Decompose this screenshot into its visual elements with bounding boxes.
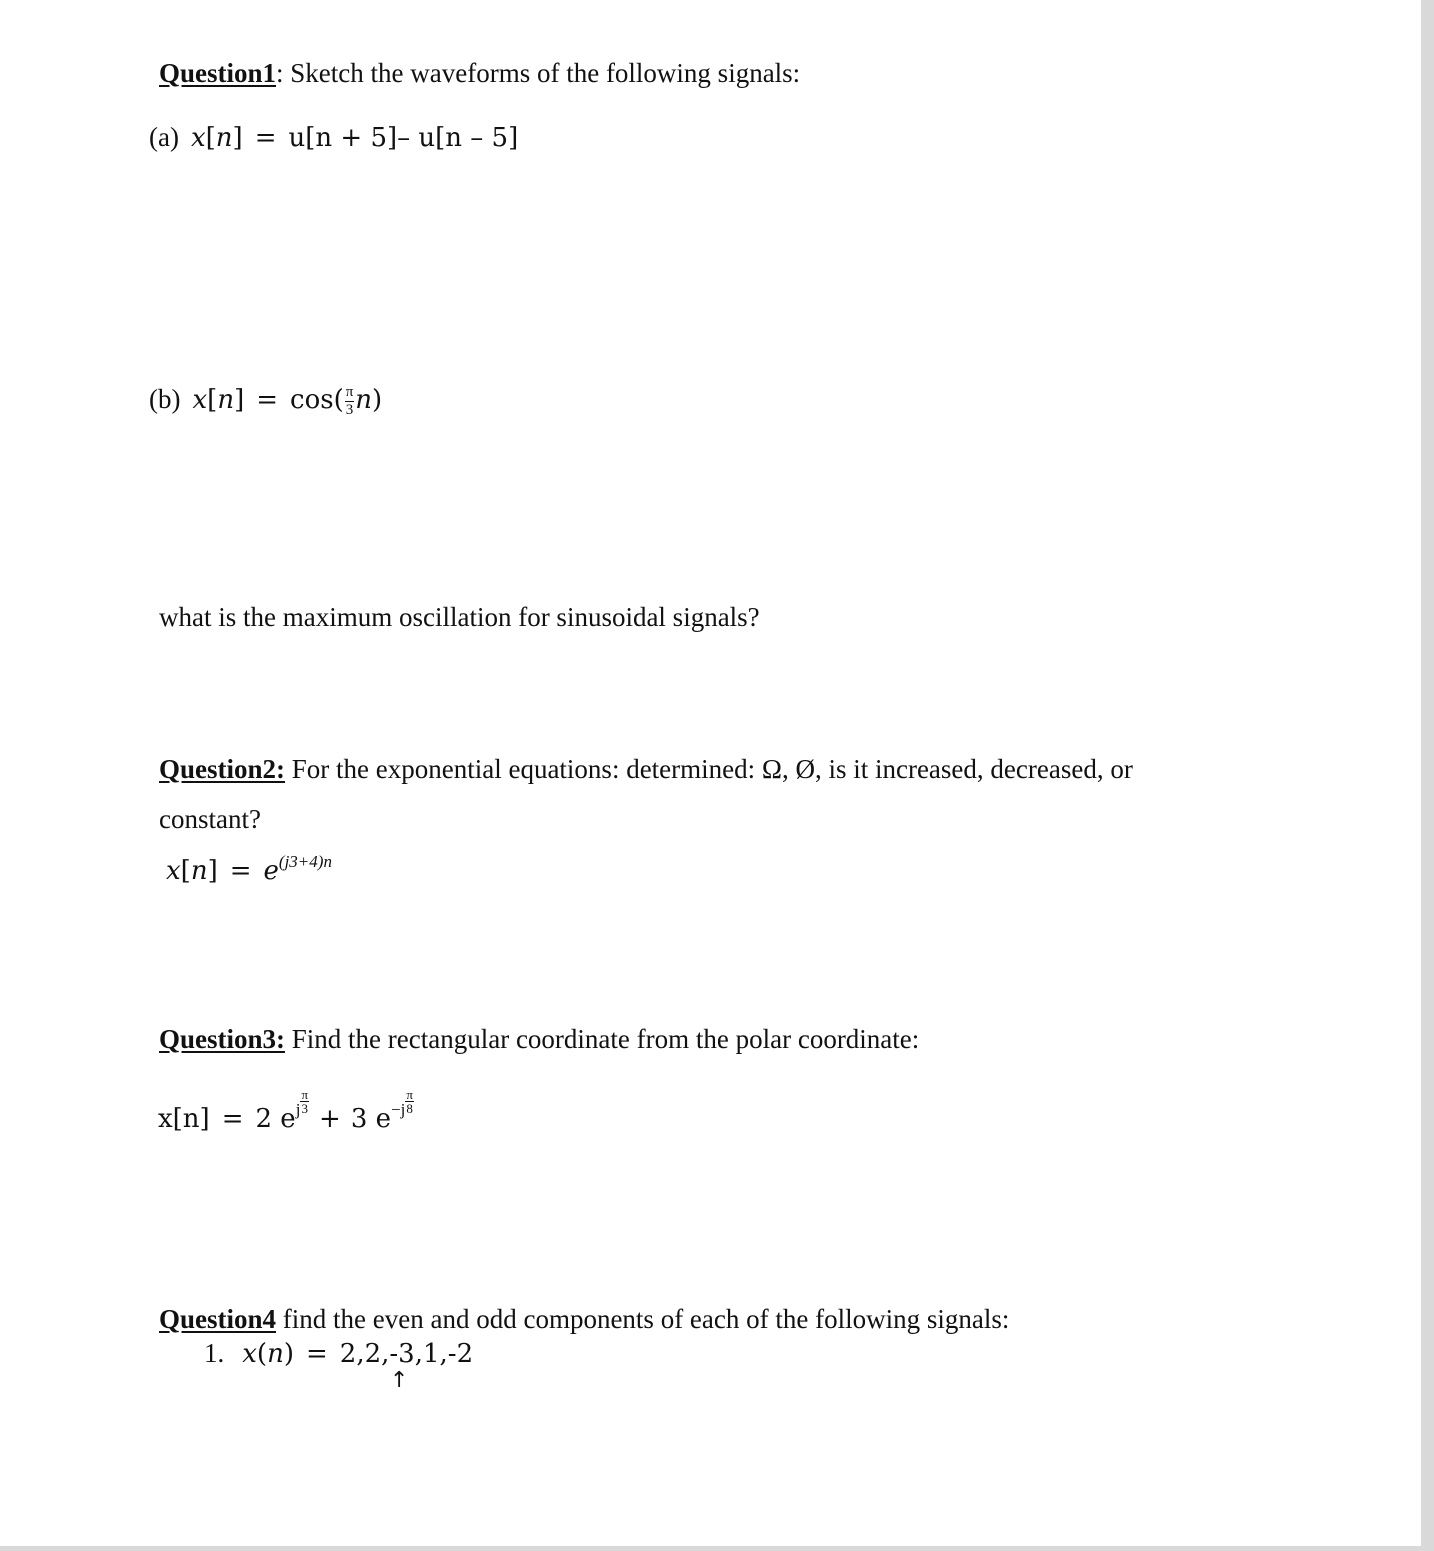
question4-item-1	[204, 1340, 473, 1367]
q2-equals: =	[229, 856, 252, 886]
part-b-fraction	[345, 385, 355, 418]
q2-exponent: (j3+4)n	[278, 852, 332, 871]
question3-label: Question3:	[159, 1024, 286, 1054]
q4-equals: =	[305, 1339, 328, 1369]
question2-text: For the exponential equations: determined: Ω, Ø, is it increased, decreased, or	[285, 754, 1133, 784]
part-b-equals: =	[256, 385, 279, 415]
question4-text: find the even and odd components of each of the following signals:	[276, 1304, 1010, 1334]
q4-sequence: 2,2,-3,1,-2	[339, 1339, 474, 1369]
q3-term2-den: 8	[406, 1101, 413, 1116]
q4-lhs: x(n)	[242, 1339, 294, 1369]
q3-term1-coef: 2 e	[255, 1104, 296, 1134]
q3-equals: =	[221, 1104, 244, 1134]
part-b-fraction-num: π	[345, 383, 354, 400]
part-b-func: cos(	[290, 385, 344, 415]
question3-heading	[159, 1026, 919, 1053]
origin-arrow-icon: ↑	[390, 1368, 409, 1393]
part-a-rhs: u[n + 5]– u[n – 5]	[288, 123, 519, 153]
q3-term2-coef: 3 e	[350, 1104, 392, 1134]
part-a-lhs: x[n]	[190, 123, 243, 153]
q2-base: e	[263, 856, 279, 886]
q3-term1-j: j	[295, 1100, 301, 1119]
question2-heading	[159, 756, 1133, 783]
part-a-tag: (a)	[149, 122, 179, 152]
question1-heading	[159, 60, 800, 87]
question2-text-continued: constant?	[159, 804, 261, 834]
question4-label: Question4	[159, 1304, 277, 1334]
question3-text: Find the rectangular coordinate from the polar coordinate:	[285, 1024, 920, 1054]
q3-term2-num: π	[406, 1087, 413, 1102]
q4-item-number: 1.	[204, 1338, 225, 1368]
part-b-lhs: x[n]	[192, 385, 245, 415]
q3-term2-j: −j	[391, 1100, 406, 1119]
q3-lhs: x[n]	[158, 1104, 210, 1134]
question1-text: : Sketch the waveforms of the following signals:	[276, 58, 801, 88]
question4-heading	[159, 1306, 1009, 1333]
part-b-fraction-den: 3	[345, 401, 354, 418]
part-b-tag: (b)	[149, 384, 181, 414]
question1-label: Question1	[159, 58, 277, 88]
question1-part-b	[149, 383, 383, 421]
q3-term1-den: 3	[301, 1101, 308, 1116]
q2-lhs: x[n]	[166, 856, 218, 886]
q3-term1-fraction	[300, 1088, 309, 1115]
part-a-equals: =	[254, 123, 277, 153]
q3-term2-fraction	[405, 1088, 414, 1115]
q3-term1-num: π	[301, 1087, 309, 1102]
question2-label: Question2:	[159, 754, 286, 784]
part-b-tail: n)	[355, 385, 383, 415]
question1-part-a	[149, 124, 518, 151]
q3-plus: +	[319, 1104, 341, 1134]
question1-followup: what is the maximum oscillation for sinusoidal signals?	[159, 602, 760, 632]
question3-equation	[158, 1087, 414, 1134]
question2-equation	[166, 852, 332, 886]
